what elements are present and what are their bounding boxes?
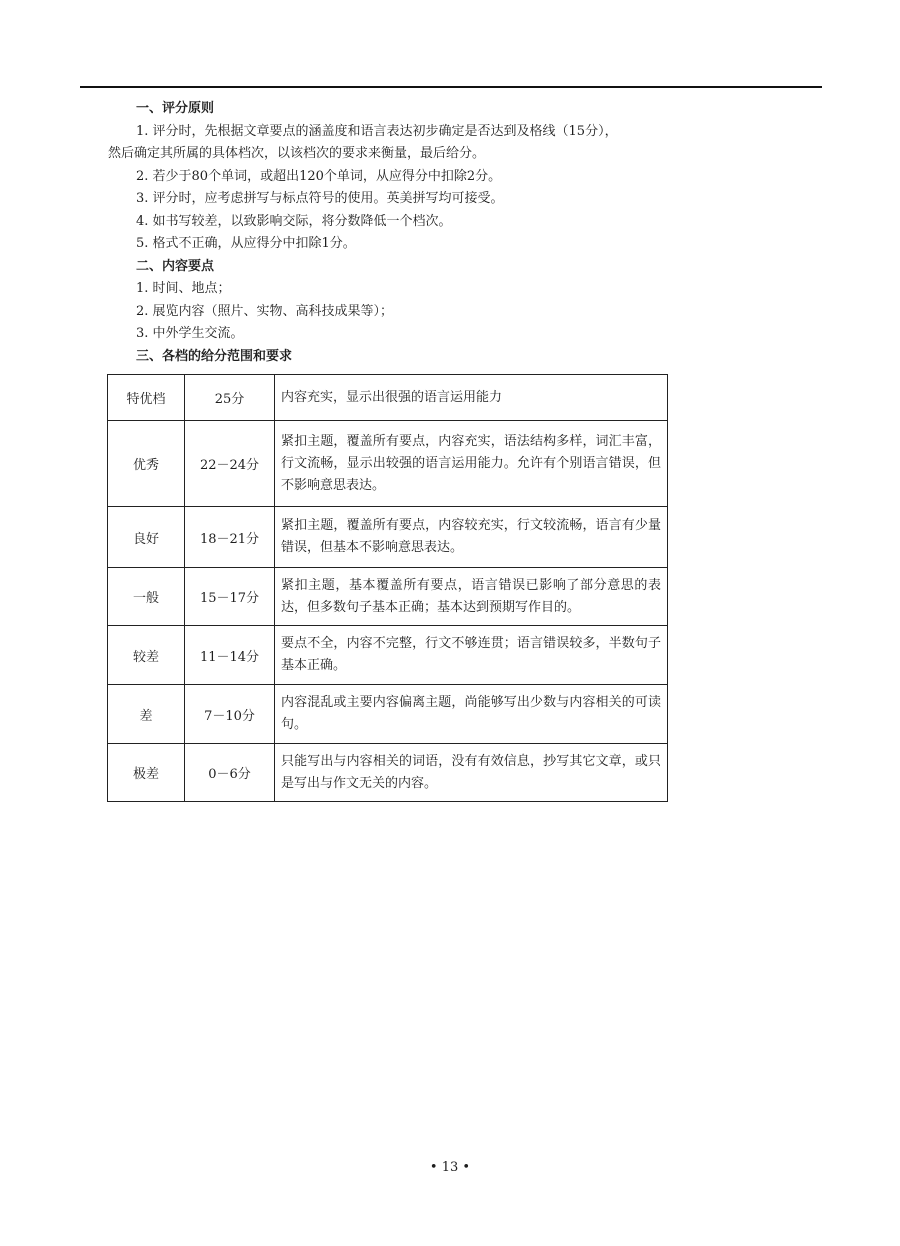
section-heading-principles: 一、评分原则	[136, 101, 215, 116]
description-cell: 紧扣主题，覆盖所有要点，内容较充实，行文较流畅，语言有少量错误，但基本不影响意思表达。	[275, 507, 668, 568]
level-cell: 优秀	[108, 421, 185, 507]
score-cell: 18－21分	[185, 507, 275, 568]
table-row	[108, 421, 668, 507]
key-point-item-2: 2. 展览内容（照片、实物、高科技成果等）；	[136, 303, 394, 319]
level-cell: 良好	[108, 507, 185, 568]
score-cell: 11－14分	[185, 626, 275, 685]
section-heading-levels: 三、各档的给分范围和要求	[136, 348, 293, 364]
score-cell: 15－17分	[185, 568, 275, 626]
table-row	[108, 685, 668, 744]
document-body	[108, 98, 708, 368]
top-rule	[80, 86, 822, 88]
key-point-item-3: 3. 中外学生交流。	[136, 326, 244, 341]
principle-item-5: 5. 格式不正确，从应得分中扣除1分。	[136, 236, 356, 251]
grading-table	[107, 374, 668, 802]
principle-item-2: 2. 若少于80个单词，或超出120个单词，从应得分中扣除2分。	[136, 168, 502, 184]
principle-item-1-continuation: 然后确定其所属的具体档次，以该档次的要求来衡量，最后给分。	[108, 146, 486, 161]
principle-item-4: 4. 如书写较差，以致影响交际，将分数降低一个档次。	[136, 213, 452, 229]
description-cell: 只能写出与内容相关的词语，没有有效信息，抄写其它文章，或只是写出与作文无关的内容。	[275, 744, 668, 802]
description-cell: 紧扣主题，基本覆盖所有要点，语言错误已影响了部分意思的表达，但多数句子基本正确；基本达到预期写作目的。	[275, 568, 668, 626]
level-cell: 极差	[108, 744, 185, 802]
level-cell: 较差	[108, 626, 185, 685]
page-number: • 13 •	[429, 1160, 471, 1175]
table-row	[108, 626, 668, 685]
principle-item-3: 3. 评分时，应考虑拼写与标点符号的使用。英美拼写均可接受。	[136, 191, 504, 206]
table-row	[108, 568, 668, 626]
score-cell: 7－10分	[185, 685, 275, 744]
section-heading-key-points: 二、内容要点	[136, 258, 215, 274]
principle-item-1: 1. 评分时，先根据文章要点的涵盖度和语言表达初步确定是否达到及格线（15分），	[136, 123, 618, 139]
description-cell: 内容充实，显示出很强的语言运用能力	[275, 375, 668, 421]
key-point-item-1: 1. 时间、地点；	[136, 281, 231, 296]
table-row	[108, 375, 668, 421]
score-cell: 0－6分	[185, 744, 275, 802]
score-cell: 25分	[185, 375, 275, 421]
description-cell: 内容混乱或主要内容偏离主题，尚能够写出少数与内容相关的可读句。	[275, 685, 668, 744]
level-cell: 特优档	[108, 375, 185, 421]
description-cell: 紧扣主题，覆盖所有要点，内容充实，语法结构多样，词汇丰富，行文流畅，显示出较强的语言运用能力。允许有个别语言错误，但不影响意思表达。	[275, 421, 668, 507]
table-row	[108, 744, 668, 802]
score-cell: 22－24分	[185, 421, 275, 507]
level-cell: 差	[108, 685, 185, 744]
table-row	[108, 507, 668, 568]
level-cell: 一般	[108, 568, 185, 626]
description-cell: 要点不全，内容不完整，行文不够连贯；语言错误较多，半数句子基本正确。	[275, 626, 668, 685]
